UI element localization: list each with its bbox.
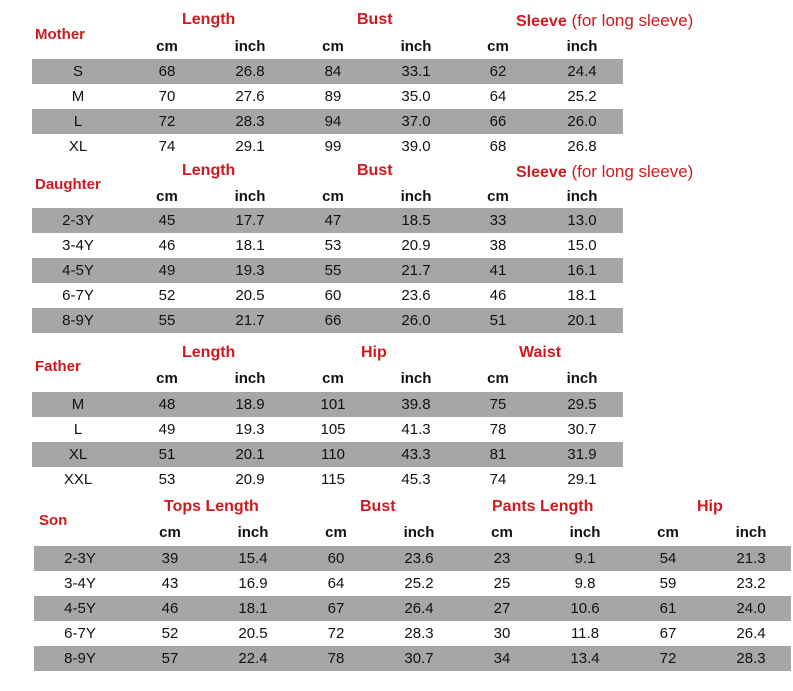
measurement-value: 11.8: [570, 625, 600, 642]
unit-header: cm: [322, 188, 344, 205]
measurement-value: 26.8: [567, 138, 597, 155]
measurement-value: 20.9: [235, 471, 265, 488]
unit-header: cm: [322, 370, 344, 387]
size-label: 4-5Y: [64, 600, 96, 617]
size-label: M: [71, 88, 85, 105]
group-label: Bust: [357, 11, 393, 28]
measurement-value: 25.2: [567, 88, 597, 105]
measurement-value: 15.4: [238, 550, 268, 567]
group-label: Length: [182, 11, 236, 28]
measurement-value: 26.0: [401, 312, 431, 329]
measurement-value: 66: [489, 113, 507, 130]
measurement-value: 70: [158, 88, 176, 105]
size-section-daughter: [0, 160, 793, 333]
measurement-value: 27.6: [235, 88, 265, 105]
table-row: [32, 134, 623, 159]
unit-header: cm: [156, 370, 178, 387]
unit-header: inch: [566, 38, 598, 55]
measurement-group-header: [182, 344, 235, 362]
measurement-value: 20.5: [235, 287, 265, 304]
measurement-value: 57: [161, 650, 179, 667]
group-label: Pants Length: [492, 498, 594, 515]
table-row: [32, 233, 623, 258]
measurement-value: 67: [659, 625, 677, 642]
measurement-value: 46: [489, 287, 507, 304]
measurement-value: 22.4: [238, 650, 268, 667]
measurement-value: 9.8: [574, 575, 596, 592]
measurement-value: 30: [493, 625, 511, 642]
measurement-group-header: [357, 11, 393, 29]
table-row: [34, 621, 791, 646]
table-row: [32, 283, 623, 308]
measurement-value: 81: [489, 446, 507, 463]
measurement-value: 43: [161, 575, 179, 592]
unit-header: inch: [234, 188, 266, 205]
table-row: [32, 208, 623, 233]
measurement-value: 47: [324, 212, 342, 229]
measurement-group-header: [182, 11, 235, 29]
measurement-value: 52: [161, 625, 179, 642]
measurement-value: 19.3: [235, 262, 265, 279]
measurement-group-header: [164, 498, 259, 516]
measurement-value: 55: [324, 262, 342, 279]
measurement-group-header: [360, 498, 396, 516]
measurement-value: 34: [493, 650, 511, 667]
size-label: 4-5Y: [62, 262, 94, 279]
measurement-value: 24.4: [567, 63, 597, 80]
unit-header: cm: [159, 524, 181, 541]
measurement-group-header: [357, 162, 393, 180]
unit-header: cm: [487, 38, 509, 55]
section-title: Mother: [35, 26, 85, 43]
unit-header: inch: [234, 370, 266, 387]
measurement-value: 16.9: [238, 575, 268, 592]
unit-header: cm: [322, 38, 344, 55]
group-note: (for long sleeve): [566, 162, 694, 181]
table-row: [32, 258, 623, 283]
measurement-value: 10.6: [570, 600, 600, 617]
measurement-value: 9.1: [574, 550, 596, 567]
unit-header: inch: [234, 38, 266, 55]
measurement-value: 23.6: [401, 287, 431, 304]
table-row: [32, 109, 623, 134]
table-row: [32, 84, 623, 109]
measurement-value: 23: [493, 550, 511, 567]
size-section-mother: [0, 0, 793, 159]
measurement-value: 45: [158, 212, 176, 229]
measurement-value: 74: [489, 471, 507, 488]
measurement-value: 53: [158, 471, 176, 488]
measurement-value: 13.0: [567, 212, 597, 229]
table-row: [34, 546, 791, 571]
measurement-value: 38: [489, 237, 507, 254]
size-section-father: [0, 340, 793, 492]
measurement-value: 29.5: [567, 396, 597, 413]
measurement-value: 37.0: [401, 113, 431, 130]
measurement-value: 61: [659, 600, 677, 617]
size-label: 6-7Y: [64, 625, 96, 642]
measurement-value: 68: [489, 138, 507, 155]
measurement-value: 62: [489, 63, 507, 80]
measurement-value: 78: [327, 650, 345, 667]
group-label: Hip: [697, 498, 723, 515]
measurement-group-header: [516, 162, 693, 182]
unit-header: cm: [487, 370, 509, 387]
unit-header: inch: [400, 38, 432, 55]
measurement-value: 72: [327, 625, 345, 642]
table-row: [32, 59, 623, 84]
measurement-value: 20.1: [235, 446, 265, 463]
measurement-value: 59: [659, 575, 677, 592]
measurement-value: 41.3: [401, 421, 431, 438]
measurement-value: 60: [324, 287, 342, 304]
measurement-value: 29.1: [567, 471, 597, 488]
measurement-value: 26.4: [404, 600, 434, 617]
section-title: Daughter: [35, 176, 101, 193]
table-row: [32, 467, 623, 492]
measurement-value: 25: [493, 575, 511, 592]
measurement-group-header: [516, 11, 693, 31]
unit-header: inch: [566, 188, 598, 205]
measurement-value: 16.1: [567, 262, 597, 279]
measurement-value: 94: [324, 113, 342, 130]
size-label: 3-4Y: [62, 237, 94, 254]
measurement-value: 21.7: [401, 262, 431, 279]
measurement-value: 74: [158, 138, 176, 155]
measurement-value: 15.0: [567, 237, 597, 254]
measurement-value: 55: [158, 312, 176, 329]
measurement-value: 72: [659, 650, 677, 667]
measurement-value: 18.9: [235, 396, 265, 413]
measurement-value: 30.7: [567, 421, 597, 438]
group-label: Hip: [361, 344, 387, 361]
measurement-value: 28.3: [235, 113, 265, 130]
measurement-value: 18.1: [238, 600, 268, 617]
size-label: XL: [68, 138, 88, 155]
measurement-value: 72: [158, 113, 176, 130]
unit-header: cm: [487, 188, 509, 205]
measurement-value: 46: [158, 237, 176, 254]
group-label: Sleeve: [516, 13, 567, 30]
measurement-value: 48: [158, 396, 176, 413]
measurement-group-header: [697, 498, 723, 516]
measurement-value: 24.0: [736, 600, 766, 617]
measurement-value: 105: [320, 421, 346, 438]
size-label: XXL: [63, 471, 93, 488]
measurement-value: 66: [324, 312, 342, 329]
measurement-value: 21.7: [235, 312, 265, 329]
group-label: Bust: [360, 498, 396, 515]
size-label: 8-9Y: [62, 312, 94, 329]
size-label: 2-3Y: [64, 550, 96, 567]
group-label: Bust: [357, 162, 393, 179]
size-label: S: [72, 63, 83, 80]
measurement-value: 52: [158, 287, 176, 304]
section-title: Father: [35, 358, 81, 375]
measurement-value: 27: [493, 600, 511, 617]
measurement-group-header: [492, 498, 593, 516]
size-section-son: [0, 494, 793, 671]
table-row: [32, 392, 623, 417]
unit-header: inch: [403, 524, 435, 541]
section-title: Son: [39, 512, 68, 529]
measurement-value: 43.3: [401, 446, 431, 463]
measurement-value: 49: [158, 421, 176, 438]
measurement-value: 26.8: [235, 63, 265, 80]
measurement-value: 39: [161, 550, 179, 567]
measurement-value: 30.7: [404, 650, 434, 667]
measurement-value: 23.2: [736, 575, 766, 592]
measurement-value: 19.3: [235, 421, 265, 438]
measurement-value: 33: [489, 212, 507, 229]
measurement-value: 101: [320, 396, 346, 413]
size-label: L: [73, 113, 83, 130]
measurement-value: 20.1: [567, 312, 597, 329]
measurement-value: 68: [158, 63, 176, 80]
measurement-value: 20.5: [238, 625, 268, 642]
table-row: [32, 442, 623, 467]
table-row: [32, 417, 623, 442]
group-label: Sleeve: [516, 164, 567, 181]
measurement-group-header: [361, 344, 387, 362]
measurement-value: 51: [489, 312, 507, 329]
measurement-value: 49: [158, 262, 176, 279]
measurement-value: 45.3: [401, 471, 431, 488]
group-label: Waist: [519, 344, 562, 361]
measurement-value: 18.1: [567, 287, 597, 304]
measurement-value: 17.7: [235, 212, 265, 229]
unit-header: cm: [491, 524, 513, 541]
measurement-value: 26.0: [567, 113, 597, 130]
size-label: 3-4Y: [64, 575, 96, 592]
measurement-value: 60: [327, 550, 345, 567]
measurement-value: 84: [324, 63, 342, 80]
measurement-value: 29.1: [235, 138, 265, 155]
measurement-value: 33.1: [401, 63, 431, 80]
unit-header: inch: [566, 370, 598, 387]
unit-header: inch: [569, 524, 601, 541]
measurement-value: 39.0: [401, 138, 431, 155]
measurement-value: 31.9: [567, 446, 597, 463]
measurement-value: 78: [489, 421, 507, 438]
measurement-value: 64: [489, 88, 507, 105]
group-label: Length: [182, 344, 236, 361]
unit-header: inch: [237, 524, 269, 541]
measurement-value: 110: [321, 446, 345, 463]
size-label: 2-3Y: [62, 212, 94, 229]
group-label: Length: [182, 162, 236, 179]
measurement-value: 20.9: [401, 237, 431, 254]
measurement-value: 115: [321, 471, 345, 488]
table-row: [34, 646, 791, 671]
measurement-value: 39.8: [401, 396, 431, 413]
table-row: [32, 308, 623, 333]
unit-header: inch: [400, 370, 432, 387]
measurement-value: 13.4: [570, 650, 600, 667]
measurement-value: 21.3: [736, 550, 766, 567]
measurement-value: 25.2: [404, 575, 434, 592]
unit-header: cm: [325, 524, 347, 541]
measurement-value: 46: [161, 600, 179, 617]
table-row: [34, 596, 791, 621]
measurement-value: 67: [327, 600, 345, 617]
measurement-value: 28.3: [404, 625, 434, 642]
unit-header: cm: [156, 188, 178, 205]
measurement-value: 28.3: [736, 650, 766, 667]
size-label: L: [73, 421, 83, 438]
table-row: [34, 571, 791, 596]
measurement-value: 23.6: [404, 550, 434, 567]
measurement-value: 75: [489, 396, 507, 413]
measurement-value: 35.0: [401, 88, 431, 105]
measurement-value: 18.5: [401, 212, 431, 229]
measurement-value: 51: [158, 446, 176, 463]
size-label: M: [71, 396, 85, 413]
size-label: XL: [68, 446, 88, 463]
unit-header: inch: [735, 524, 767, 541]
size-label: 8-9Y: [64, 650, 96, 667]
measurement-value: 41: [489, 262, 507, 279]
measurement-value: 54: [659, 550, 677, 567]
measurement-value: 99: [324, 138, 342, 155]
group-label: Tops Length: [164, 498, 259, 515]
unit-header: inch: [400, 188, 432, 205]
measurement-value: 89: [324, 88, 342, 105]
group-note: (for long sleeve): [566, 11, 694, 30]
measurement-value: 18.1: [235, 237, 265, 254]
size-label: 6-7Y: [62, 287, 94, 304]
unit-header: cm: [156, 38, 178, 55]
measurement-value: 64: [327, 575, 345, 592]
unit-header: cm: [657, 524, 679, 541]
measurement-group-header: [182, 162, 235, 180]
measurement-value: 26.4: [736, 625, 766, 642]
measurement-group-header: [519, 344, 561, 362]
measurement-value: 53: [324, 237, 342, 254]
